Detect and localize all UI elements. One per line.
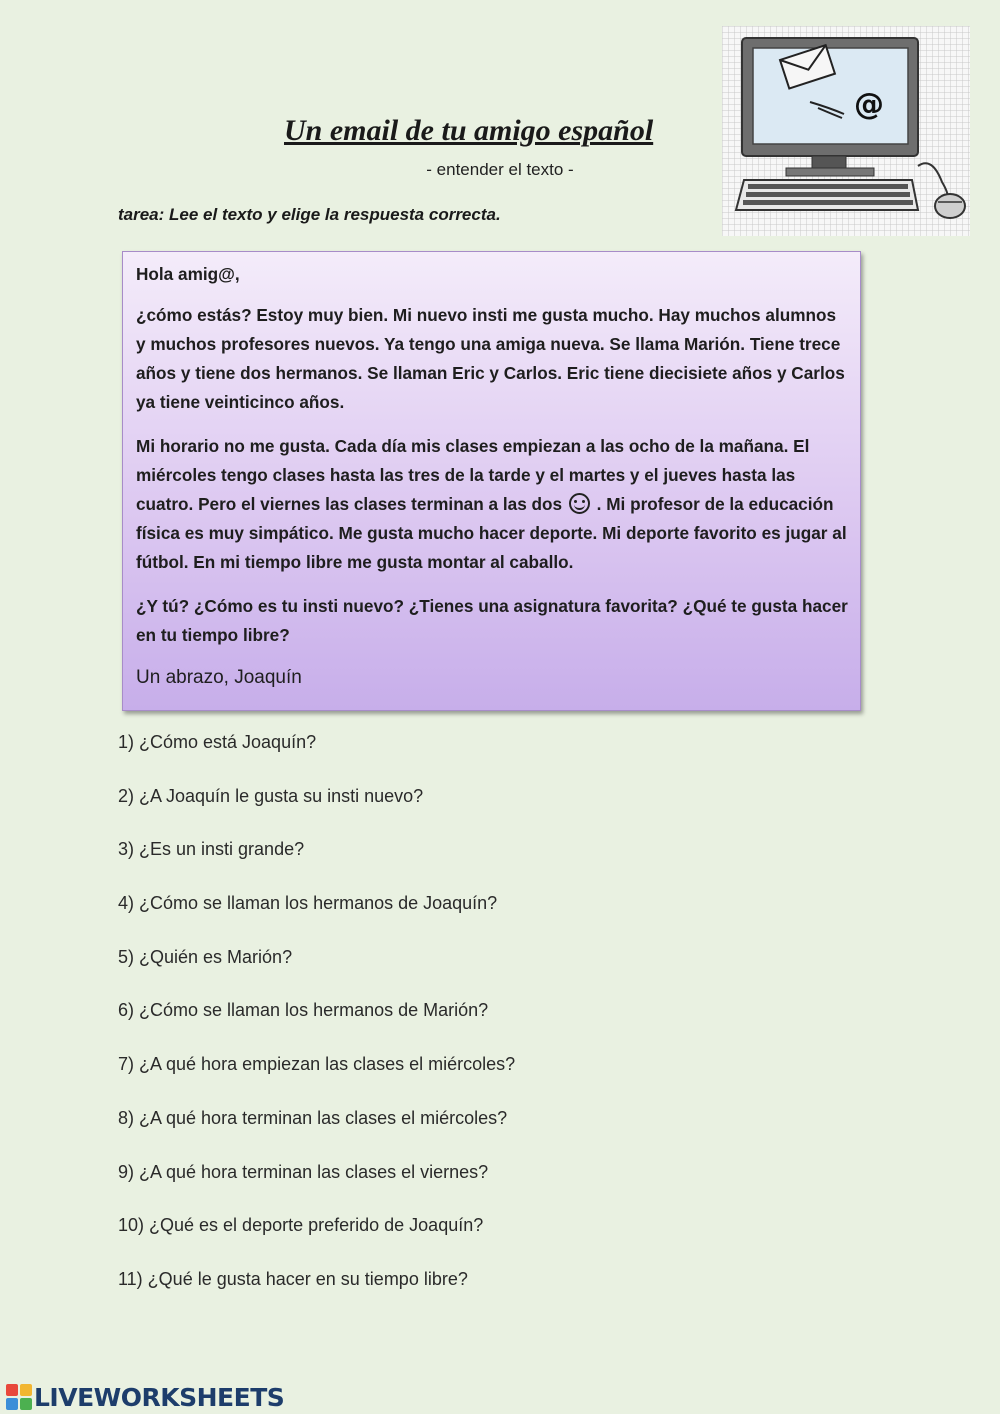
question-item: 1) ¿Cómo está Joaquín?	[118, 732, 317, 752]
computer-email-icon	[722, 26, 970, 236]
at-symbol: @	[854, 87, 884, 122]
logo-squares-icon	[6, 1384, 32, 1410]
email-greeting: Hola amig@,	[136, 264, 240, 284]
email-message	[122, 251, 861, 711]
question-item: 9) ¿A qué hora terminan las clases el viernes?	[118, 1161, 489, 1182]
question-item: 3) ¿Es un insti grande?	[118, 839, 305, 860]
question-item: 11) ¿Qué le gusta hacer en su tiempo libre?	[118, 1268, 468, 1289]
email-paragraph-2	[136, 432, 848, 577]
email-signoff: Un abrazo, Joaquín	[136, 667, 302, 688]
task-instruction: tarea: Lee el texto y elige la respuesta correcta.	[118, 205, 501, 224]
question-item: 4) ¿Cómo se llaman los hermanos de Joaquín?	[118, 893, 498, 914]
question-item: 10) ¿Qué es el deporte preferido de Joaquín?	[118, 1215, 484, 1236]
question-item: 7) ¿A qué hora empiezan las clases el miércoles?	[118, 1054, 516, 1075]
question-list	[118, 731, 515, 1322]
liveworksheets-logo[interactable]	[6, 1382, 284, 1412]
question-item: 6) ¿Cómo se llaman los hermanos de Marión?	[118, 1000, 489, 1021]
page-title: Un email de tu amigo español	[284, 114, 654, 147]
question-item: 5) ¿Quién es Marión?	[118, 946, 293, 967]
email-paragraph-3: ¿Y tú? ¿Cómo es tu insti nuevo? ¿Tienes una asignatura favorita? ¿Qué te gusta hacer en tu tiempo libre?	[136, 596, 848, 645]
smiley-icon	[569, 493, 590, 514]
logo-text: LIVEWORKSHEETS	[34, 1382, 285, 1412]
page-subtitle: - entender el texto -	[426, 160, 574, 179]
question-item: 8) ¿A qué hora terminan las clases el miércoles?	[118, 1107, 508, 1128]
email-paragraph-2-start: Mi horario no me gusta. Cada día mis clases empiezan a las ocho de la mañana. El miércoles tengo clases hasta las tres de la tarde y el martes y el jueves hasta las cuatro. Pero el viernes las clases terminan a las dos	[136, 436, 810, 514]
question-item: 2) ¿A Joaquín le gusta su insti nuevo?	[118, 785, 424, 806]
email-paragraph-2-end: . Mi profesor de la educación física es muy simpático. Me gusta mucho hacer deporte. Mi deporte favorito es jugar al fútbol. En mi tiempo libre me gusta montar al caballo.	[136, 494, 847, 572]
email-paragraph-1: ¿cómo estás? Estoy muy bien. Mi nuevo insti me gusta mucho. Hay muchos alumnos y muchos profesores nuevos. Ya tengo una amiga nueva. Se llama Marión. Tiene trece años y tiene dos hermanos. Se llaman Eric y Carlos. Eric tiene diecisiete años y Carlos ya tiene veinticinco años.	[136, 305, 845, 412]
